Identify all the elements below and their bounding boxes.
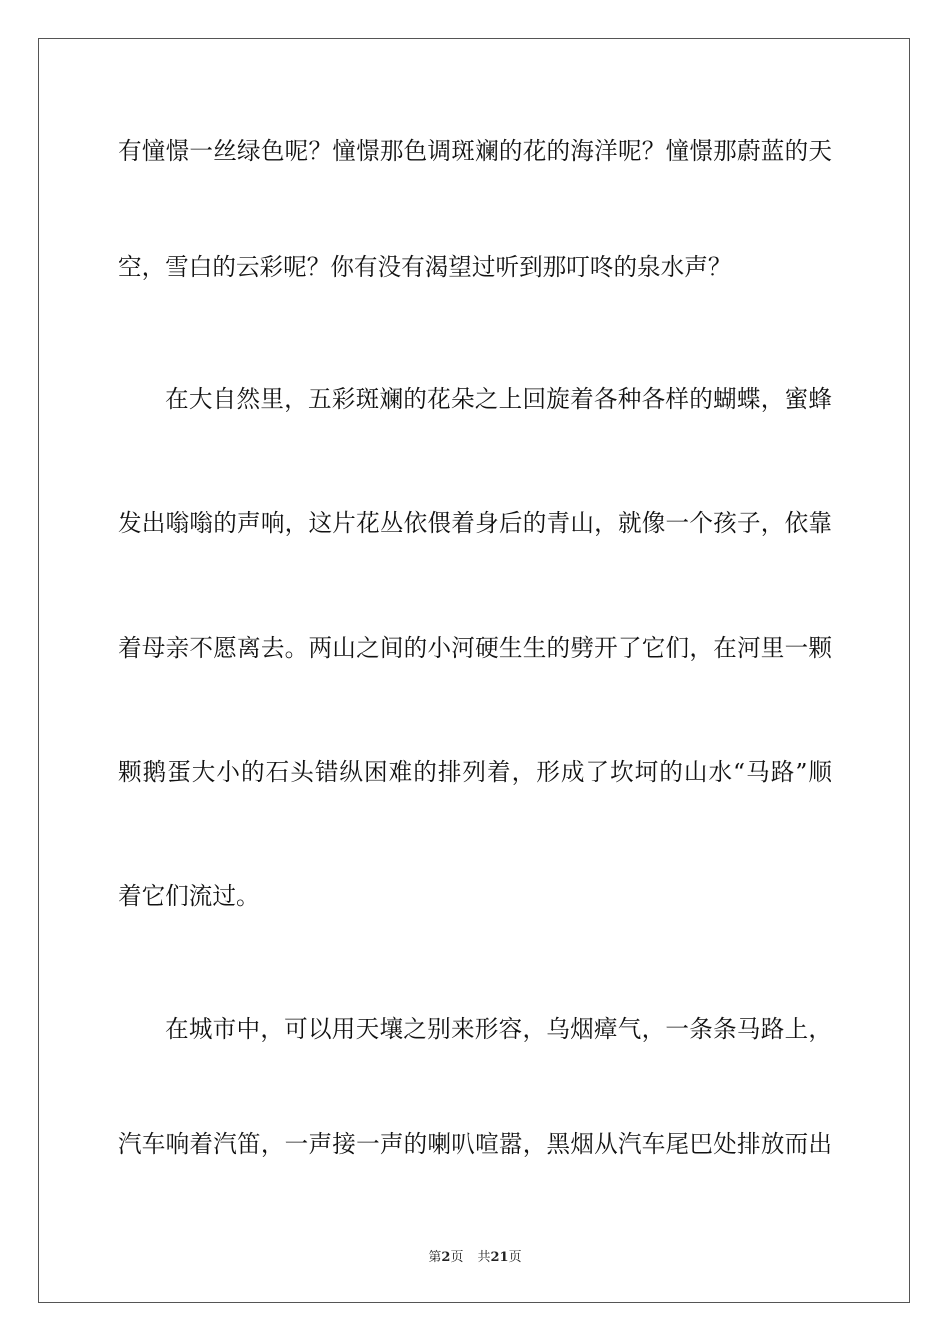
footer-total-pages: 21 bbox=[490, 1250, 509, 1265]
paragraph-line-4: 发出嗡嗡的声响，这片花丛依偎着身后的青山，就像一个孩子，依靠 bbox=[118, 509, 832, 537]
page-border bbox=[38, 38, 910, 1303]
paragraph-line-2: 空，雪白的云彩呢？你有没有渴望过听到那叮咚的泉水声？ bbox=[118, 253, 732, 281]
paragraph-line-8: 在城市中，可以用天壤之别来形容，乌烟瘴气，一条条马路上， bbox=[165, 1015, 832, 1043]
paragraph-line-7: 着它们流过。 bbox=[118, 882, 260, 910]
paragraph-line-6: 颗鹅蛋大小的石头错纵困难的排列着，形成了坎坷的山水“马路”顺 bbox=[118, 758, 832, 786]
paragraph-line-3: 在大自然里，五彩斑斓的花朵之上回旋着各种各样的蝴蝶，蜜蜂 bbox=[165, 385, 832, 413]
footer-page-suffix: 页 bbox=[450, 1250, 464, 1265]
paragraph-line-9: 汽车响着汽笛，一声接一声的喇叭喧嚣，黑烟从汽车尾巴处排放而出 bbox=[118, 1130, 832, 1158]
footer-page-prefix: 第 bbox=[428, 1250, 442, 1265]
footer-page-number: 2 bbox=[441, 1250, 451, 1265]
paragraph-line-5: 着母亲不愿离去。两山之间的小河硬生生的劈开了它们，在河里一颗 bbox=[118, 634, 832, 662]
paragraph-line-1: 有憧憬一丝绿色呢？憧憬那色调斑斓的花的海洋呢？憧憬那蔚蓝的天 bbox=[118, 137, 832, 165]
page-footer bbox=[0, 1246, 950, 1265]
footer-total-suffix: 页 bbox=[508, 1250, 522, 1265]
footer-total-prefix: 共 bbox=[477, 1250, 491, 1265]
